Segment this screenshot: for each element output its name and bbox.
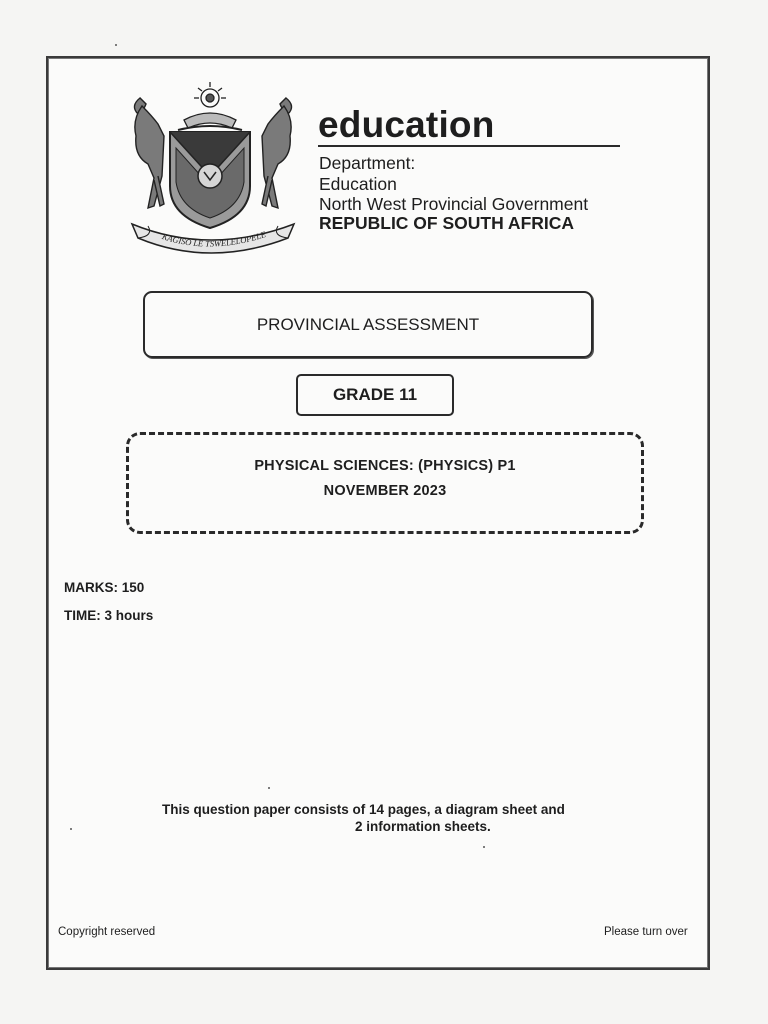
dept-country: REPUBLIC OF SOUTH AFRICA bbox=[319, 213, 575, 233]
brand-underline bbox=[318, 145, 620, 147]
scan-speck bbox=[70, 828, 72, 830]
copyright-footer: Copyright reserved bbox=[58, 926, 156, 938]
grade-box bbox=[296, 374, 454, 416]
dept-label: Department: bbox=[319, 153, 416, 173]
crest-motto: KAGISO LE TSWELELOPELE bbox=[160, 229, 268, 249]
assessment-title: PROVINCIAL ASSESSMENT bbox=[256, 314, 480, 334]
turn-over-footer: Please turn over bbox=[604, 926, 688, 938]
scan-speck bbox=[115, 44, 117, 46]
time-info: TIME: 3 hours bbox=[64, 608, 154, 623]
dept-government: North West Provincial Government bbox=[319, 194, 589, 214]
page-count-note-line1: This question paper consists of 14 pages, a diagram sheet and bbox=[162, 802, 565, 817]
scan-speck bbox=[268, 787, 270, 789]
scan-speck bbox=[483, 846, 485, 848]
assessment-title-box bbox=[143, 291, 593, 358]
coat-of-arms-emblem bbox=[118, 76, 308, 256]
subject-name: PHYSICAL SCIENCES: (PHYSICS) P1 bbox=[254, 458, 516, 474]
subject-date: NOVEMBER 2023 bbox=[323, 483, 447, 499]
brand-word: education bbox=[318, 104, 495, 145]
dept-name: Education bbox=[319, 174, 397, 194]
grade-label: GRADE 11 bbox=[332, 385, 418, 404]
marks-info: MARKS: 150 bbox=[64, 580, 145, 595]
page-count-note-line2: 2 information sheets. bbox=[355, 819, 491, 834]
